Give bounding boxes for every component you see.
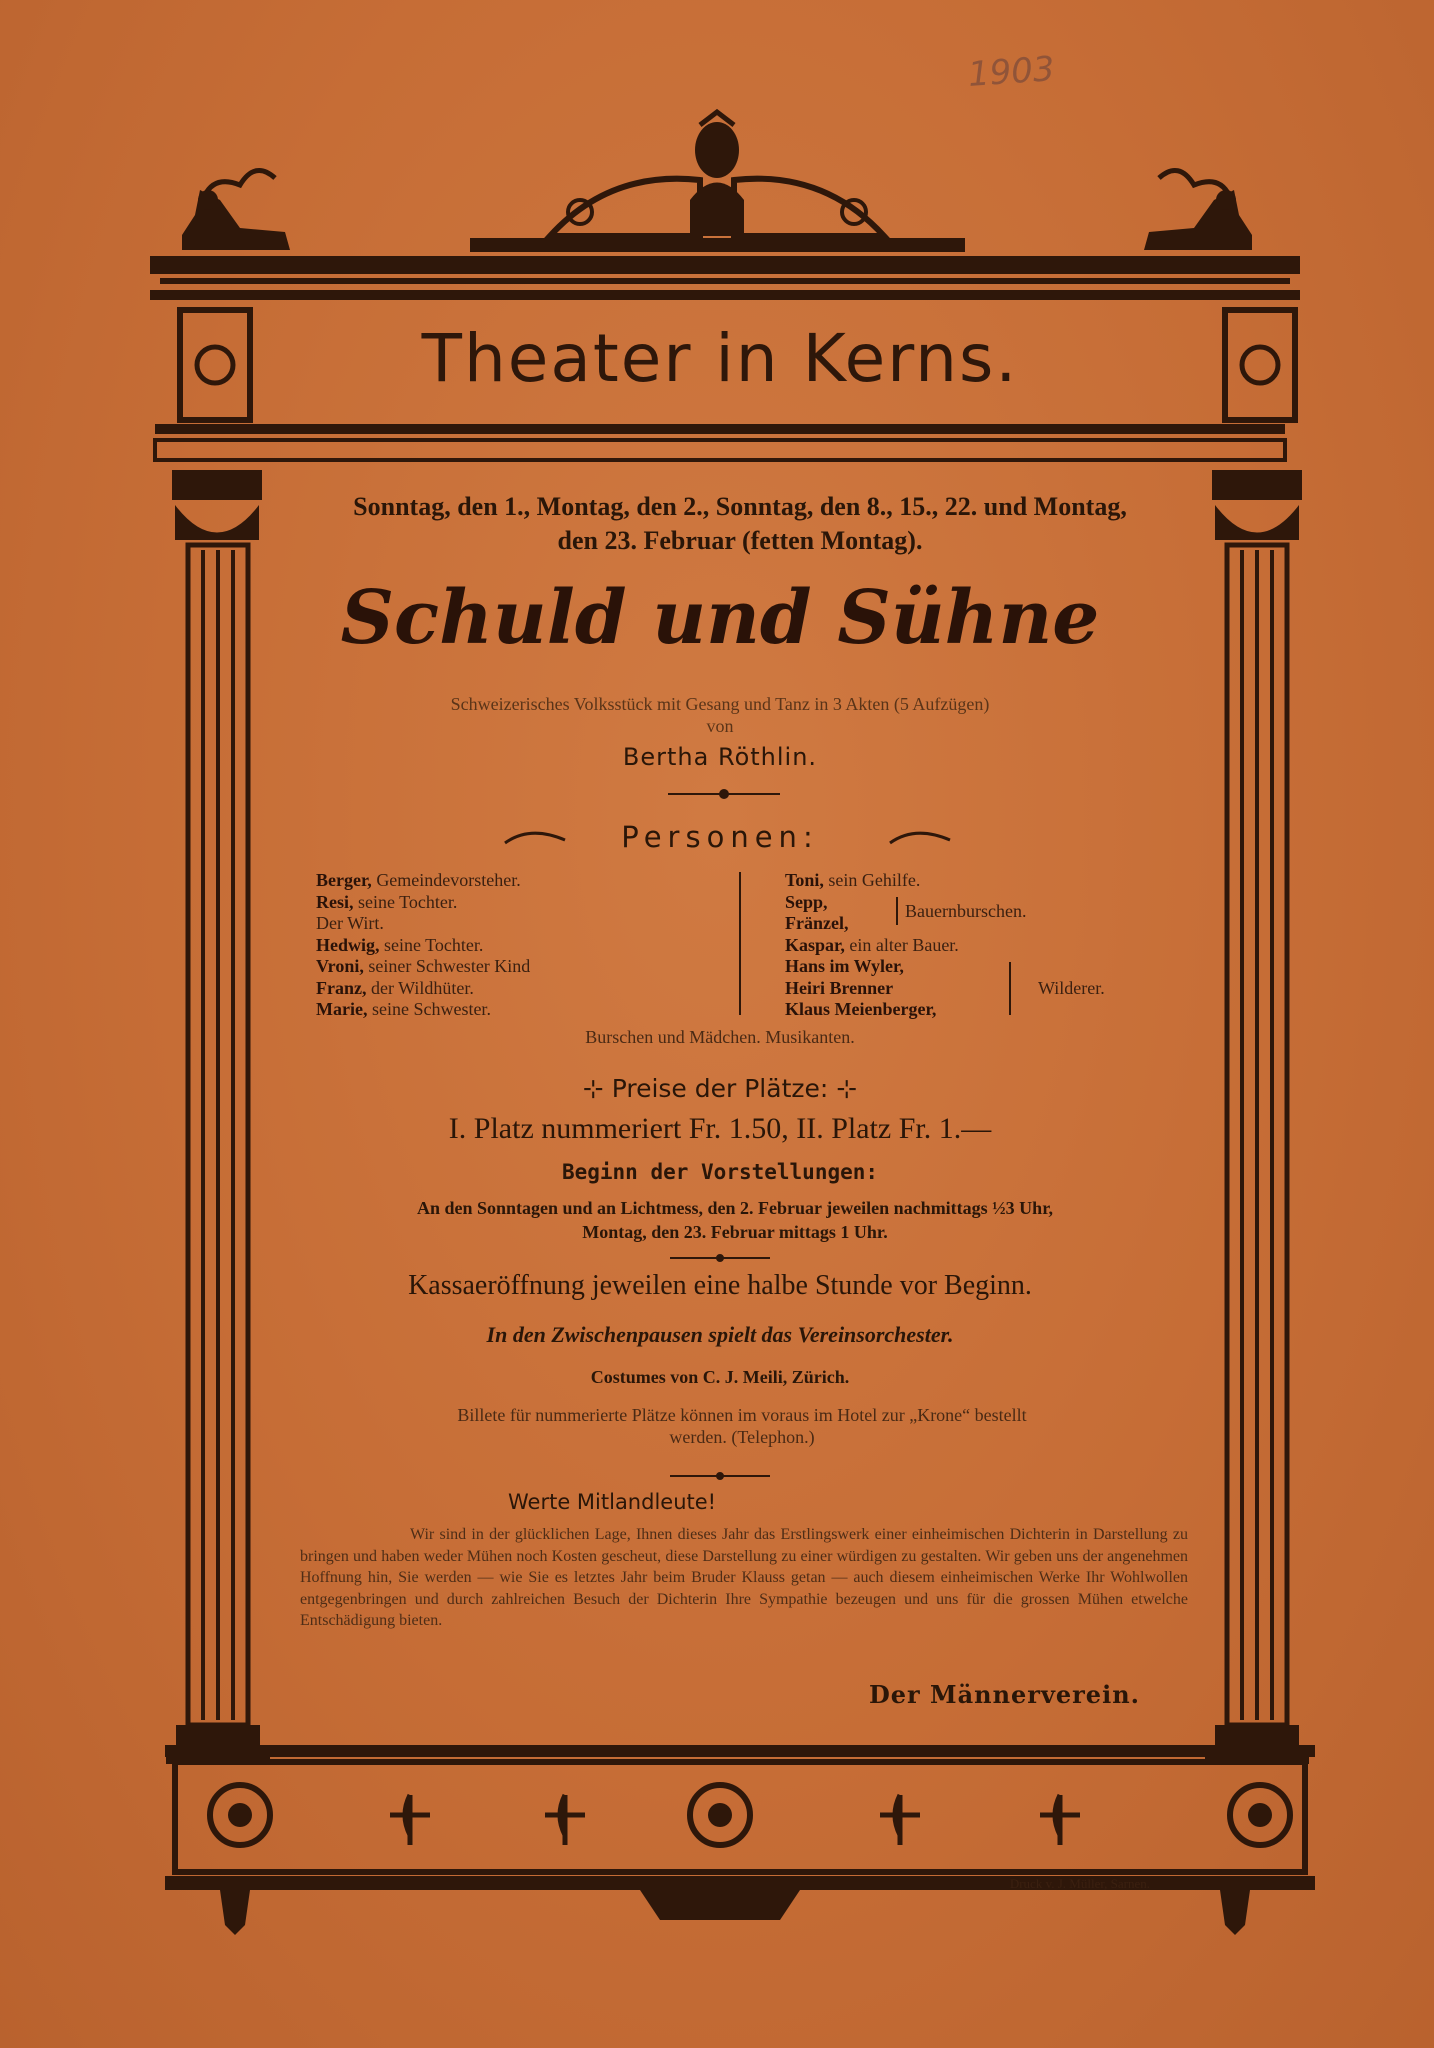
ticket-line-2: werden. (Telephon.)	[669, 1427, 815, 1447]
cast-entry: Berger, Gemeindevorsteher.	[316, 870, 521, 890]
flourish-under-beginn	[670, 1255, 770, 1261]
left-column	[166, 470, 270, 1764]
handwritten-year-note: 1903	[966, 49, 1056, 95]
start-line-2: Montag, den 23. Februar mittags 1 Uhr.	[582, 1222, 888, 1242]
cast-entry: Marie, seine Schwester.	[316, 999, 491, 1019]
play-by: von	[706, 716, 734, 736]
prices-line: I. Platz nummeriert Fr. 1.50, II. Platz Fr. 1.—	[448, 1112, 992, 1145]
cast-entry: Der Wirt.	[316, 913, 384, 933]
flourish-above-letter	[670, 1473, 770, 1479]
title-frieze-bottom	[155, 440, 1285, 460]
intermission-note: In den Zwischenpausen spielt das Vereinsorchester.	[486, 1322, 954, 1347]
performance-dates	[270, 490, 1210, 558]
play-author: Bertha Röthlin.	[622, 743, 818, 771]
pediment-base	[470, 238, 965, 252]
box-office-note: Kassaeröffnung jeweilen eine halbe Stunde vor Beginn.	[408, 1270, 1032, 1301]
printer-credit: Druck v. J. Müller, Sarnen.	[1009, 1876, 1150, 1891]
dates-line-1: Sonntag, den 1., Montag, den 2., Sonntag, den 8., 15., 22. und Montag,	[353, 492, 1127, 521]
cast-entry: Toni, sein Gehilfe.	[785, 870, 921, 890]
right-column	[1205, 470, 1309, 1764]
cast-list-left	[316, 870, 716, 1021]
cast-entry: Hans im Wyler,	[785, 956, 904, 976]
ticket-line-1: Billete für nummerierte Plätze können im voraus im Hotel zur „Krone“ bestellt	[457, 1405, 1027, 1425]
ornament-glyph: ⊹	[828, 1074, 858, 1103]
cast-heading: Personen:	[621, 820, 819, 854]
bottom-base-top	[165, 1745, 1315, 1757]
cast-entry: Klaus Meienberger,	[785, 999, 937, 1019]
play-subtitle: Schweizerisches Volksstück mit Gesang und Tanz in 3 Akten (5 Aufzügen)	[450, 694, 990, 714]
sphinx-left-ornament	[182, 170, 290, 250]
cast-entry: Vroni, seiner Schwester Kind	[316, 956, 531, 976]
pediment-arc-left	[550, 179, 700, 236]
play-title: Schuld und Sühne	[340, 575, 1100, 661]
base-rosettes	[210, 1785, 1290, 1845]
letter-signature: Der Männerverein.	[868, 1680, 1140, 1709]
top-cornice	[150, 256, 1300, 274]
cast-entry: Heiri Brenner	[785, 977, 894, 998]
flourish-under-author	[668, 790, 780, 798]
cast-list-right	[785, 870, 1205, 1021]
cast-entry: Resi, seine Tochter.	[316, 891, 458, 912]
title-frieze-top	[155, 424, 1285, 434]
cast-entry: Franz, der Wildhüter.	[316, 977, 474, 998]
cast-entry: Fränzel,	[785, 913, 849, 933]
letter-greeting: Werte Mitlandleute!	[508, 1490, 717, 1514]
start-heading: Beginn der Vorstellungen:	[561, 1160, 879, 1184]
ornament-glyph: ⊹	[582, 1074, 612, 1103]
start-line-1: An den Sonntagen und an Lichtmess, den 2. Februar jeweilen nachmittags ½3 Uhr,	[416, 1198, 1054, 1218]
prices-heading: ⊹ Preise der Plätze: ⊹	[582, 1074, 858, 1103]
ticket-note	[296, 1404, 1188, 1448]
letter-body: Wir sind in der glücklichen Lage, Ihnen dieses Jahr das Erstlingswerk einer einheimischen Dichterin in Darstellung zu bringen und haben weder Mühen noch Kosten gescheut, diese Darstellung zu einer würdigen zu gestalten. Wir geben uns der angenehmen Hoffnung hin, Sie werden — wie Sie es letztes Jahr beim Bruder Klauss getan — auch diesem einheimischen Werke Ihr Wohlwollen entgegenbringen und durch zahlreichen Besuch der Dichterin Ihre Sympathie bezeugen und uns für die grossen Mühen etwelche Entschädigung bieten.	[300, 1526, 1188, 1629]
wilderer-label: Wilderer.	[1038, 978, 1105, 998]
cast-entry: Hedwig, seine Tochter.	[316, 934, 484, 955]
sphinx-right-ornament	[1144, 170, 1252, 250]
bust-ornament	[690, 112, 744, 236]
poster-title: Theater in Kerns.	[421, 320, 1019, 397]
cast-extras: Burschen und Mädchen. Musikanten.	[585, 1027, 855, 1047]
dates-line-2: den 23. Februar (fetten Montag).	[557, 526, 923, 555]
cast-entry: Sepp,	[785, 891, 828, 912]
bauernburschen-label: Bauernburschen.	[905, 901, 1027, 921]
play-subtitle-block	[300, 693, 1140, 737]
start-times	[280, 1196, 1190, 1244]
costumes-note: Costumes von C. J. Meili, Zürich.	[590, 1367, 850, 1387]
cast-entry: Kaspar, ein alter Bauer.	[785, 934, 959, 955]
pediment-arc-right	[734, 179, 884, 236]
